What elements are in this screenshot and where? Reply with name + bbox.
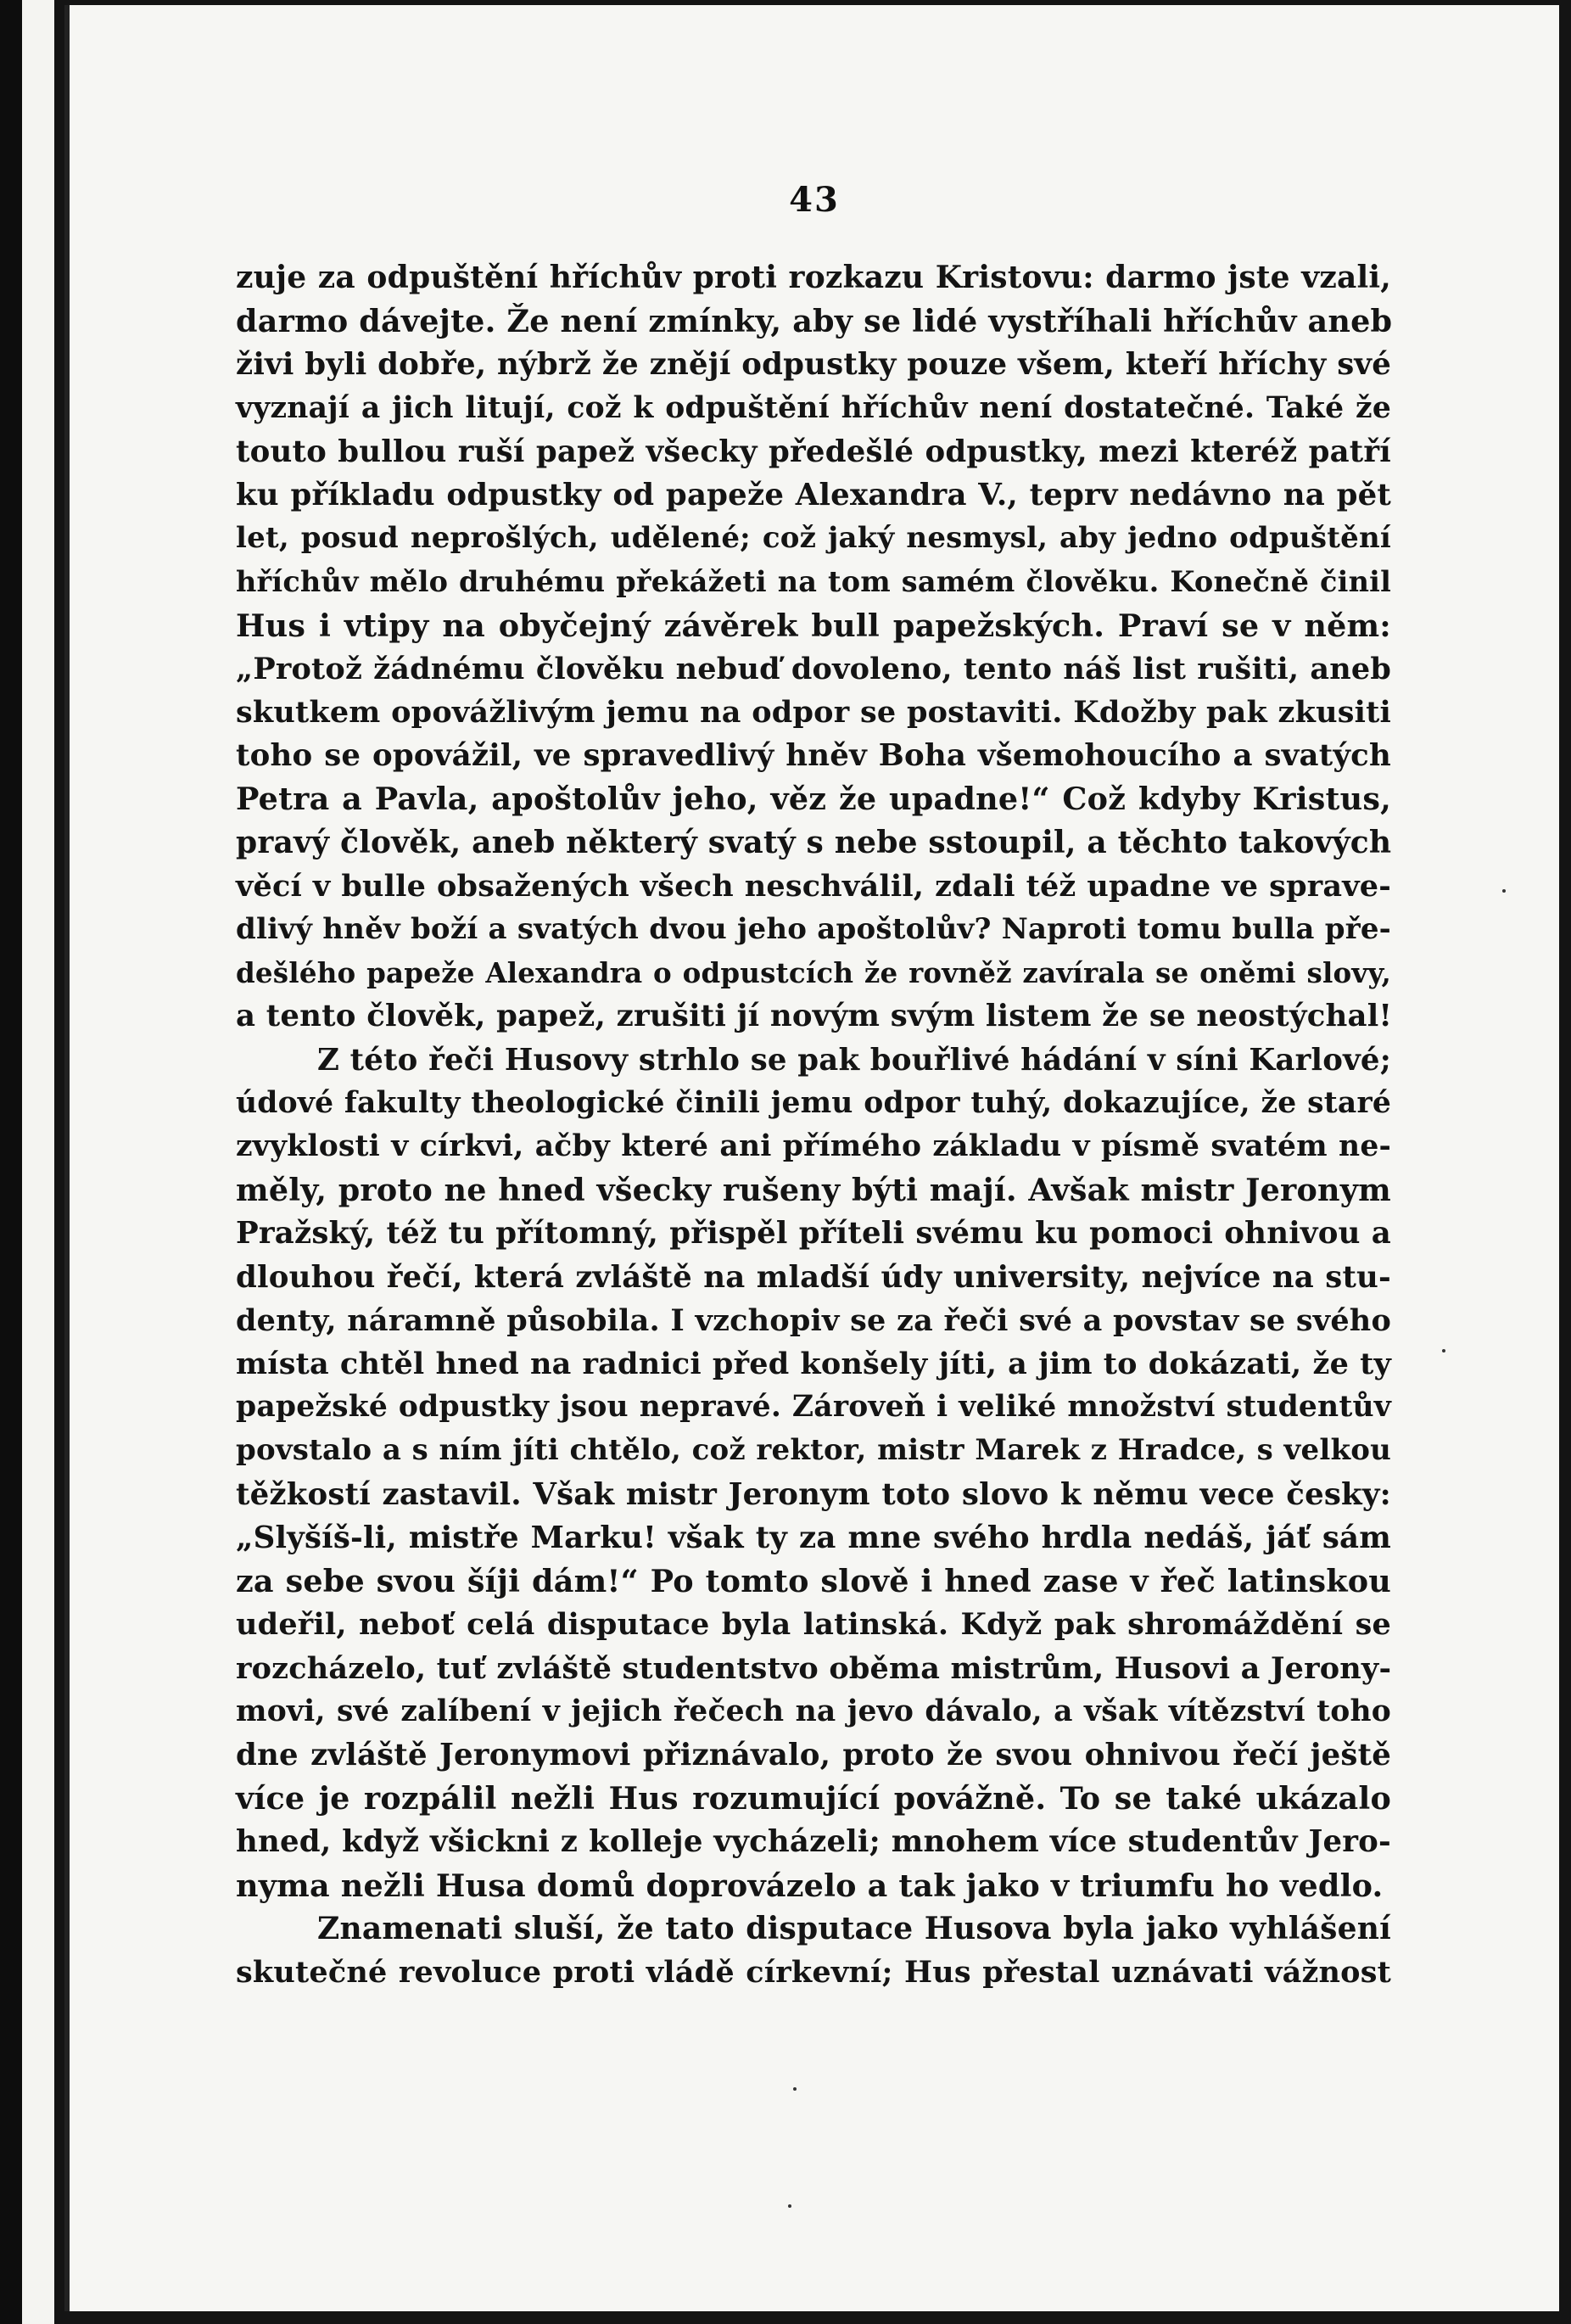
- text-line: darmo dávejte. Že není zmínky, aby se lidé vystříhali hříchův aneb: [236, 303, 1393, 340]
- text-line: věcí v bulle obsažených všech neschválil, zdali též upadne ve sprave-: [236, 868, 1391, 904]
- previous-page-edge: [22, 0, 54, 2324]
- text-line: za sebe svou šíji dám!“ Po tomto slově i hned zase v řeč latinskou: [236, 1563, 1391, 1600]
- text-line: hned, když všickni z kolleje vycházeli; mnohem více studentův Jero-: [236, 1824, 1391, 1860]
- text-line: hříchův mělo druhému překážeti na tom samém člověku. Konečně činil: [236, 565, 1391, 599]
- paragraph-start-line: Z této řeči Husovy strhlo se pak bouřlivé hádání v síni Karlové;: [317, 1042, 1392, 1078]
- binding-shadow: [0, 0, 22, 2324]
- page-number: 43: [789, 180, 840, 220]
- book-page: [64, 5, 1559, 2311]
- text-line: Hus i vtipy na obyčejný závěrek bull papežských. Praví se v něm:: [236, 607, 1391, 644]
- text-line: let, posud neprošlých, udělené; což jaký nesmysl, aby jedno odpuštění: [236, 521, 1391, 556]
- text-line: těžkostí zastavil. Však mistr Jeronym toto slovo k němu vece česky:: [236, 1476, 1391, 1512]
- text-line: ku příkladu odpustky od papeže Alexandra V., teprv nedávno na pět: [236, 478, 1391, 513]
- text-line: touto bullou ruší papež všecky předešlé odpustky, mezi kteréž patří: [236, 434, 1391, 469]
- paragraph-end-line: a tento člověk, papež, zrušiti jí novým svým listem že se neostýchal!: [236, 999, 1393, 1034]
- text-line: skutkem opovážlivým jemu na odpor se postaviti. Kdožby pak zkusiti: [236, 695, 1391, 731]
- scan-speck: [793, 2087, 797, 2091]
- text-line: rozcházelo, tuť zvláště studentstvo oběma mistrům, Husovi a Jerony-: [236, 1650, 1392, 1686]
- text-line: toho se opovážil, ve spravedlivý hněv Boha všemohoucího a svatých: [236, 738, 1391, 774]
- text-line: „Slyšíš-li, mistře Marku! však ty za mne svého hrdla nedáš, jáť sám: [236, 1520, 1391, 1555]
- scan-speck: [1442, 1349, 1445, 1352]
- text-line: skutečné revoluce proti vládě církevní; Hus přestal uznávati vážnost: [236, 1954, 1391, 1990]
- text-line: povstalo a s ním jíti chtělo, což rektor, mistr Marek z Hradce, s velkou: [236, 1433, 1391, 1468]
- text-line: údové fakulty theologické činili jemu odpor tuhý, dokazujíce, že staré: [236, 1085, 1391, 1120]
- text-line: zuje za odpuštění hříchův proti rozkazu Kristovu: darmo jste vzali,: [236, 260, 1391, 295]
- text-line: dlouhou řečí, která zvláště na mladší údy university, nejvíce na stu-: [236, 1259, 1391, 1295]
- text-line: zvyklosti v církvi, ačby které ani přímého základu v písmě svatém ne-: [236, 1129, 1391, 1164]
- paragraph-start-line: Znamenati sluší, že tato disputace Husova byla jako vyhlášení: [317, 1910, 1391, 1946]
- text-line: dlivý hněv boží a svatých dvou jeho apoštolův? Naproti tomu bulla pře-: [236, 912, 1391, 947]
- text-line: „Protož žádnému člověku nebuď dovoleno, tento náš list rušiti, aneb: [236, 651, 1391, 686]
- text-line: movi, své zalíbení v jejich řečech na jevo dávalo, a však vítězství toho: [236, 1694, 1391, 1728]
- text-line: udeřil, neboť celá disputace byla latinská. Když pak shromáždění se: [236, 1607, 1391, 1643]
- text-line: více je rozpálil nežli Hus rozumující povážně. To se také ukázalo: [236, 1780, 1391, 1817]
- scan-speck: [788, 2204, 791, 2208]
- body-text: [236, 256, 1391, 1994]
- text-line: místa chtěl hned na radnici před konšely jíti, a jim to dokázati, že ty: [236, 1347, 1391, 1382]
- text-line: pravý člověk, aneb některý svatý s nebe sstoupil, a těchto takových: [236, 824, 1392, 860]
- text-line: Pražský, též tu přítomný, přispěl příteli svému ku pomoci ohnivou a: [236, 1216, 1391, 1252]
- scan-speck: [1502, 889, 1506, 893]
- text-line: denty, náramně působila. I vzchopiv se za řeči své a povstav se svého: [236, 1302, 1391, 1338]
- text-line: živi byli dobře, nýbrž že znějí odpustky pouze všem, kteří hříchy své: [236, 347, 1391, 383]
- text-line: dne zvláště Jeronymovi přiznávalo, proto že svou ohnivou řečí ještě: [236, 1737, 1391, 1772]
- text-line: papežské odpustky jsou nepravé. Zároveň i veliké množství studentův: [236, 1390, 1391, 1425]
- text-line: dešlého papeže Alexandra o odpustcích že rovněž zavírala se oněmi slovy,: [236, 956, 1391, 990]
- text-line: Petra a Pavla, apoštolův jeho, věz že upadne!“ Což kdyby Kristus,: [236, 781, 1391, 818]
- text-line: měly, proto ne hned všecky rušeny býti mají. Avšak mistr Jeronym: [236, 1172, 1391, 1209]
- paragraph-end-line: nyma nežli Husa domů doprovázelo a tak jako v triumfu ho vedlo.: [236, 1867, 1384, 1904]
- text-line: vyznají a jich litují, což k odpuštění hříchův není dostatečné. Také že: [236, 390, 1391, 425]
